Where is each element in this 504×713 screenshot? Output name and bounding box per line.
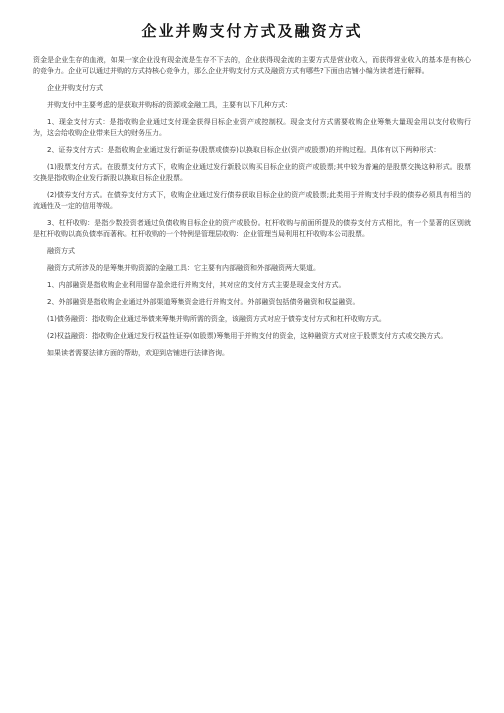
section-heading-financing: 融资方式 bbox=[47, 247, 75, 255]
external-financing-paragraph: 2、外部融资是指收购企业通过外部渠道筹集资金进行并购支付。外部融资包括债务融资和权益融资。 bbox=[47, 298, 360, 306]
equity-financing-paragraph: (2)权益融资：指收购企业通过发行权益性证券(如股票)筹集用于并购支付的资金，这种融资方式对应于股票支付方式或交换方式。 bbox=[47, 332, 448, 340]
securities-payment-paragraph: 2、证券支付方式：是指收购企业通过发行新证券(股票或债券)以换取目标企业(资产或股票)的并购过程。具体有以下两种形式： bbox=[47, 146, 441, 154]
section-heading-payment: 企业并购支付方式 bbox=[47, 84, 103, 92]
debt-financing-paragraph: (1)债务融资：指收购企业通过举债来筹集并购所需的资金，该融资方式对应于债券支付方式和杠杆收购方式。 bbox=[47, 315, 386, 323]
payment-intro-paragraph: 并购支付中主要考虑的是获取并购标的资源或金融工具，主要有以下几种方式： bbox=[47, 101, 292, 109]
closing-paragraph: 如果读者需要法律方面的帮助，欢迎到店铺进行法律咨询。 bbox=[47, 349, 229, 357]
cash-payment-paragraph: 1、现金支付方式：是指收购企业通过支付现金获得目标企业资产或控制权。现金支付方式需要收购企业筹集大量现金用以支付收购行为，这会给收购企业带来巨大的财务压力。 bbox=[33, 118, 471, 137]
financing-intro-paragraph: 融资方式所涉及的是筹集并购资源的金融工具：它主要有内部融资和外部融资两大渠道。 bbox=[47, 264, 320, 272]
leveraged-buyout-paragraph: 3、杠杆收购：是指少数投资者通过负债收购目标企业的资产或股份。杠杆收购与前面所提及的债券支付方式相比，有一个显著的区别就是杠杆收购以高负债率而著称。杠杆收购的一个特例是管理层收购：企业管理当局利用杠杆收购本公司股票。 bbox=[33, 219, 471, 238]
internal-financing-paragraph: 1、内部融资是指收购企业利用留存盈余进行并购支付，其对应的支付方式主要是现金支付方式。 bbox=[47, 281, 346, 289]
document-title: 企业并购支付方式及融资方式 bbox=[141, 22, 363, 40]
stock-payment-paragraph: (1)股票支付方式。在股票支付方式下，收购企业通过发行新股以购买目标企业的资产或股票;其中较为普遍的是股票交换这种形式。股票交换是指收购企业发行新股以换取目标企业股票。 bbox=[33, 163, 471, 182]
intro-paragraph: 资金是企业生存的血液，如果一家企业没有现金流是生存不下去的，企业获得现金流的主要方式是营业收入，而获得营业收入的基本是有核心的竞争力。企业可以通过并购的方式持核心竞争力，那么企业并购支付方式及融资方式有哪些?下面由店铺小编为读者进行解释。 bbox=[33, 56, 471, 75]
bond-payment-paragraph: (2)债券支付方式。在债券支付方式下，收购企业通过发行债券获取目标企业的资产或股票;此类用于并购支付手段的债券必须具有相当的流通性及一定的信用等级。 bbox=[33, 191, 471, 210]
